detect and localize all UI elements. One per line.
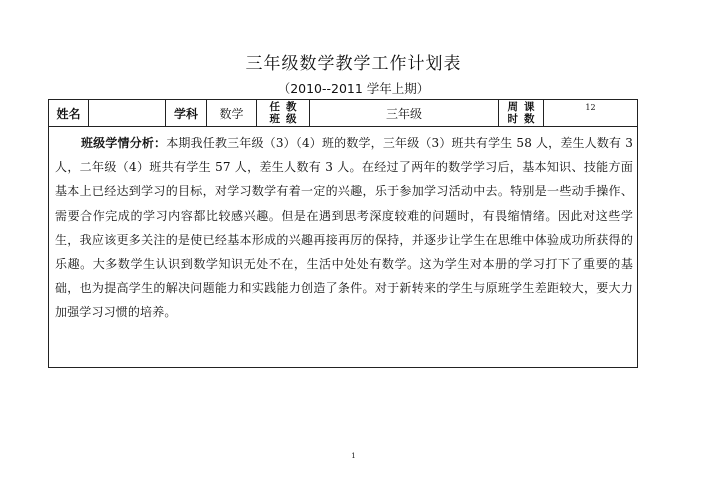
- hours-label: [499, 100, 544, 126]
- document-title: 三年级数学教学工作计划表: [245, 54, 462, 74]
- hours-label-line1: 周课: [507, 101, 541, 113]
- page-number: 1: [351, 452, 356, 460]
- hours-value: 12: [585, 103, 596, 112]
- document-subtitle: （2010--2011 学年上期）: [277, 81, 430, 96]
- plan-table: [48, 99, 638, 368]
- class-value: 三年级: [310, 100, 499, 126]
- subject-label: 学科: [166, 100, 207, 126]
- name-value: [89, 100, 166, 126]
- hours-label-line2: 时数: [507, 113, 541, 125]
- class-analysis-text: 本期我任教三年级（3）（4）班的数学，三年级（3）班共有学生 58 人，差生人数有 3 人，二年级（4）班共有学生 57 人，差生人数有 3 人。在经过了两年的数学学习后，基本知识、技能方面基本上已经达到学习的目标，对学习数学有着一定的兴趣，乐于参加学习活动中去。特别是一些动手操作、需要合作完成的学习内容都比较感兴趣。但是在遇到思考深度较难的问题时，有畏缩情绪。因此对这些学生，我应该更多关注的是使已经基本形成的兴趣再接再厉的保持，并逐步让学生在思维中体验成功所获得的乐趣。大多数学生认识到数学知识无处不在，生活中处处有数学。这为学生对本册的学习打下了重要的基础，也为提高学生的解决问题能力和实践能力创造了条件。对于新转来的学生与原班学生差距较大，要大力加强学习习惯的培养。: [55, 136, 633, 320]
- class-analysis: [55, 131, 633, 325]
- class-label-line2: 班级: [269, 113, 303, 125]
- subject-value: 数学: [207, 100, 257, 126]
- class-label: [257, 100, 310, 126]
- class-label-line1: 任教: [269, 101, 303, 113]
- name-label: 姓名: [49, 100, 89, 126]
- table-header-row: [49, 100, 637, 127]
- class-analysis-heading: 班级学情分析：: [81, 136, 167, 150]
